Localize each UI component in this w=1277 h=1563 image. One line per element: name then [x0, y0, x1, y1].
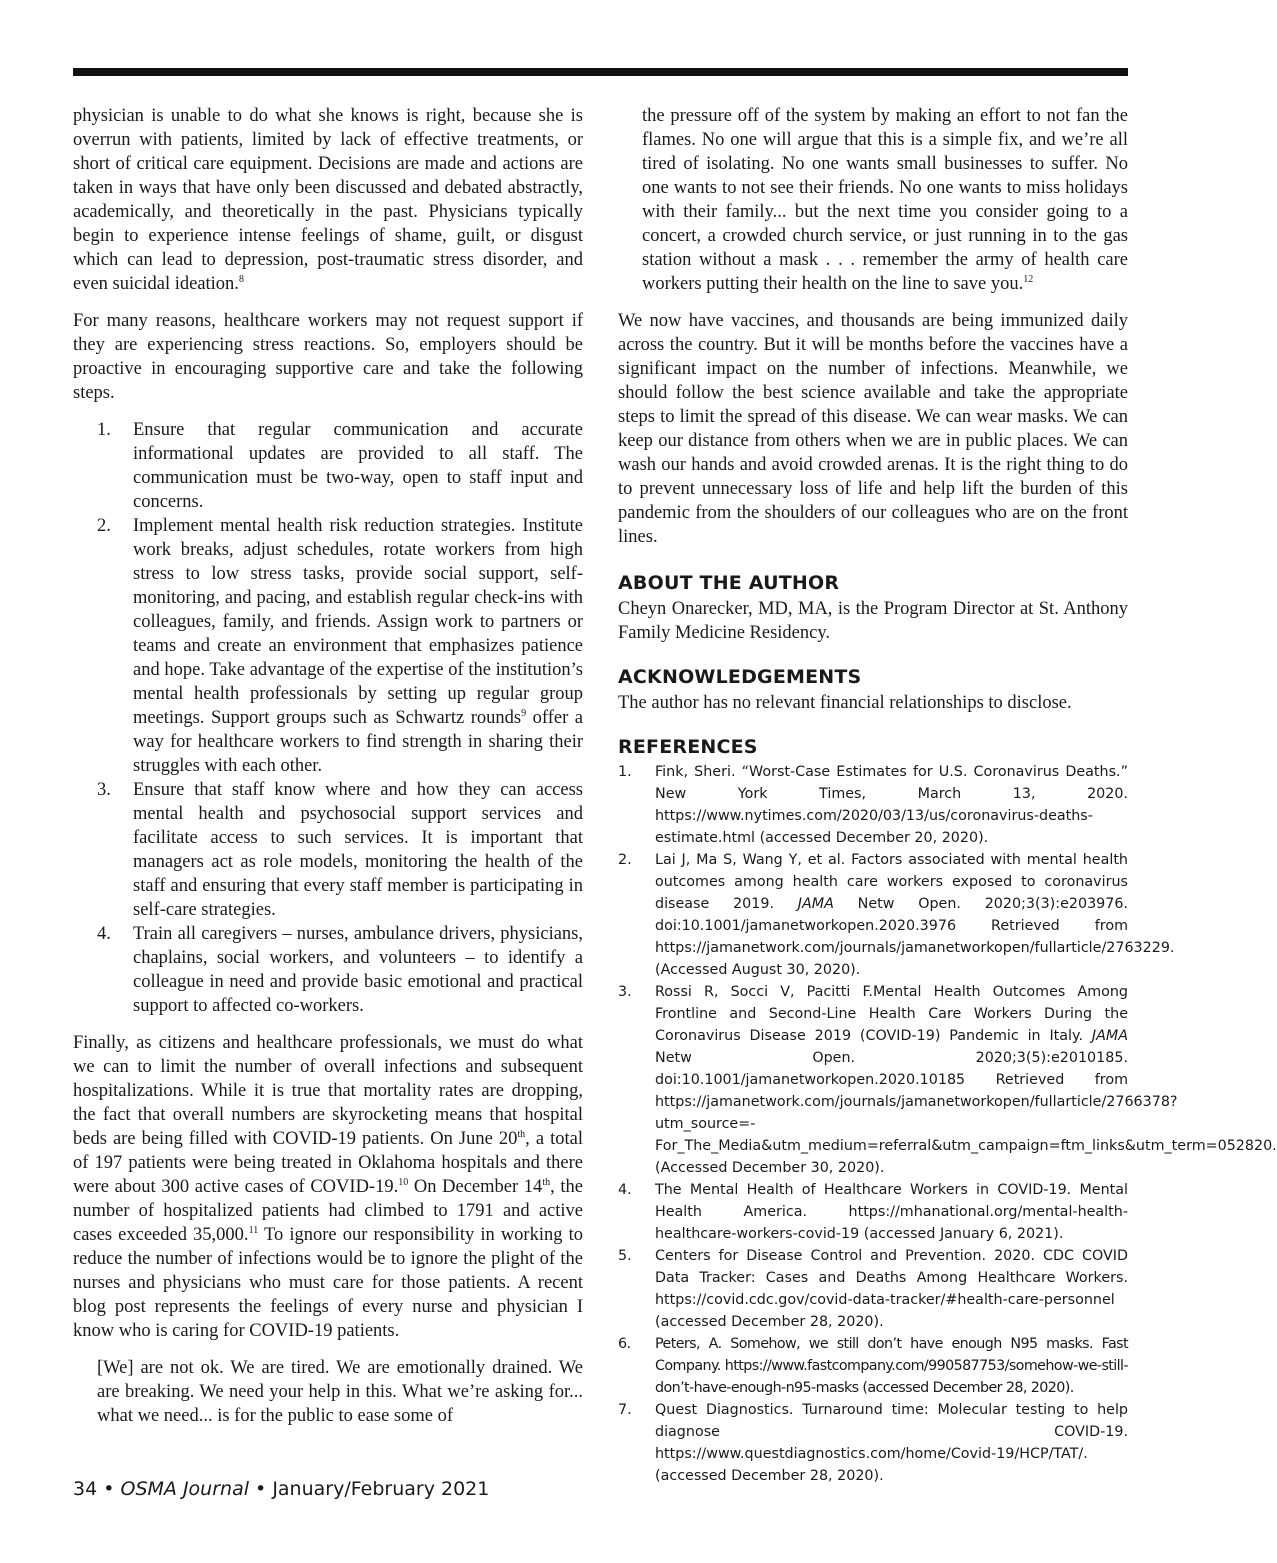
issue-date: January/February 2021 [272, 1478, 490, 1500]
references-heading: REFERENCES [618, 736, 758, 758]
paragraph-vaccines: We now have vaccines, and thousands are being immunized daily across the country. But it will be months before the vaccines have a significant impact on the number of infections. Meanwhile, we should follow the best science available and take the appropriate steps to limit the spread of this disease. We can wear masks. We can keep our distance from others when we are in public places. We can wash our hands and avoid crowded arenas. It is the right thing to do to prevent unnecessary loss of life and help lift the burden of this pandemic from the shoulders of our colleagues who are on the front lines. [618, 311, 1128, 547]
blockquote-end: the pressure off of the system by making an effort to not fan the flames. No one will argue that this is a simple fix, and we’re all tired of isolating. No one wants small businesses to suffer. No one wants to not see their friends. No one wants to miss holidays with their family... but the next time you consider going to a concert, a crowded church service, or just running in to the gas station without a mask . . . remember the army of health care workers putting their health on the line to save you.$^{12}$ [642, 106, 1128, 294]
list-item: 4. Train all caregivers – nurses, ambulance drivers, physicians, chaplains, social workers, and volunteers – to identify a colleague in need and provide basic emotional and practical support to affected co-workers. [97, 924, 583, 1016]
list-item: 1. Ensure that regular communication and accurate informational updates are provided to all staff. The communication must be two-way, open to staff input and concerns. [97, 420, 583, 512]
citation-12: 12 [1023, 274, 1034, 285]
blockquote-start: [We] are not ok. We are tired. We are emotionally drained. We are breaking. We need your help in this. What we’re asking for... what we need... is for the public to ease some of [97, 1358, 583, 1426]
acknowledgements-text: The author has no relevant financial relationships to disclose. [618, 693, 1072, 713]
page-number: 34 [73, 1478, 98, 1500]
paragraph-support-steps-intro: For many reasons, healthcare workers may not request support if they are experiencing stress reactions. So, employers should be proactive in encouraging supportive care and take the following steps. [73, 311, 583, 403]
reference-item: 5. Centers for Disease Control and Prevention. 2020. CDC COVID Data Tracker: Cases and Deaths Among Healthcare Workers. https://covid.cdc.gov/covid-data-tracker/#health-care-personnel (accessed December 28, 2020). [618, 1248, 1128, 1330]
journal-name: OSMA Journal [120, 1478, 249, 1500]
paragraph-citizens: Finally, as citizens and healthcare professionals, we must do what we can to limit the number of overall infections and subsequent hospitalizations. While it is true that mortality rates are dropping, the fact that overall numbers are skyrocketing means that hospital beds are being filled with COVID-19 patients. On June 20th, a total of 197 patients were being treated in Oklahoma hospitals and there were about 300 active cases of COVID-19.10 On December 14th, the number of hospitalized patients had climbed to 1791 and active cases exceeded 35,000.11 To ignore our responsibility in working to reduce the number of infections would be to ignore the plight of the nurses and physicians who must care for those patients. A recent blog post represents the feelings of every nurse and physician I know who is caring for COVID-19 patients. [73, 1033, 583, 1341]
reference-item: 3. Rossi R, Socci V, Pacitti F.Mental Health Outcomes Among Frontline and Second-Line Health Care Workers During the Coronavirus Disease 2019 (COVID-19) Pandemic in Italy. JAMA Netw Open. 2020;3(5):e2010185. doi:10.1001/jamanetworkopen.2020.10185 Retrieved from https://jamanetwork.com/journals/jamanetworkopen/fullarticle/2766378?utm_source=-For_The_Media&utm_medium=referral&utm_campaign=ftm_links&utm_term=052820. (Accessed December 30, 2020). [618, 984, 1277, 1176]
header-rule [73, 68, 1128, 76]
left-column [73, 104, 583, 1441]
citation-8: 8 [238, 274, 244, 285]
about-author-heading: ABOUT THE AUTHOR [618, 572, 840, 594]
citation-9: 9 [521, 708, 527, 719]
right-column [618, 104, 1277, 1487]
citation-10: 10 [398, 1177, 409, 1188]
citation-11: 11 [248, 1225, 259, 1236]
page-footer: 34 • OSMA Journal • January/February 2021 [73, 1478, 490, 1500]
reference-item: 6. Peters, A. Somehow, we still don’t have enough N95 masks. Fast Company. https://www.fastcompany.com/990587753/somehow-we-still-don’t-have-enough-n95-masks (accessed December 28, 2020). [618, 1336, 1128, 1396]
paragraph-physician-distress: physician is unable to do what she knows is right, because she is overrun with patients, limited by lack of effective treatments, or short of critical care equipment. Decisions are made and actions are taken in ways that have only been discussed and debated abstractly, academically, and theoretically in the past. Physicians typically begin to experience intense feelings of shame, guilt, or disgust which can lead to depression, post-traumatic stress disorder, and even suicidal ideation.$^8$ [73, 106, 583, 294]
reference-item: 4. The Mental Health of Healthcare Workers in COVID-19. Mental Health America. https://mhanational.org/mental-health-healthcare-workers-covid-19 (accessed January 6, 2021). [618, 1182, 1128, 1242]
list-item: 3. Ensure that staff know where and how they can access mental health and psychosocial support services and facilitate access to such services. It is important that managers act as role models, monitoring the health of the staff and ensuring that every staff member is participating in self-care strategies. [97, 780, 583, 920]
reference-item: 2. Lai J, Ma S, Wang Y, et al. Factors associated with mental health outcomes among health care workers exposed to coronavirus disease 2019. JAMA Netw Open. 2020;3(3):e203976. doi:10.1001/jamanetworkopen.2020.3976 Retrieved from https://jamanetwork.com/journals/jamanetworkopen/fullarticle/2763229. (Accessed August 30, 2020). [618, 852, 1175, 978]
steps-list [73, 418, 583, 1018]
reference-item: 1. Fink, Sheri. “Worst-Case Estimates for U.S. Coronavirus Deaths.” New York Times, March 13, 2020. https://www.nytimes.com/2020/03/13/us/coronavirus-deaths-estimate.html (accessed December 20, 2020). [618, 764, 1128, 846]
list-item: 2. Implement mental health risk reduction strategies. Institute work breaks, adjust schedules, rotate workers from high stress to low stress tasks, provide social support, self-monitoring, and pacing, and establish regular check-ins with colleagues, family, and friends. Assign work to partners or teams and create an environment that emphasizes patience and hope. Take advantage of the expertise of the institution’s mental health professionals by setting up regular group meetings. Support groups such as Schwartz rounds$^9$ offer a way for healthcare workers to find strength in sharing their struggles with each other. [97, 516, 583, 776]
references-list [618, 761, 1277, 1487]
acknowledgements-heading: ACKNOWLEDGEMENTS [618, 666, 862, 688]
about-author-text: Cheyn Onarecker, MD, MA, is the Program Director at St. Anthony Family Medicine Residency. [618, 599, 1128, 643]
reference-item: 7. Quest Diagnostics. Turnaround time: Molecular testing to help diagnose COVID-19. https://www.questdiagnostics.com/home/Covid-19/HCP/TAT/. (accessed December 28, 2020). [618, 1402, 1128, 1484]
